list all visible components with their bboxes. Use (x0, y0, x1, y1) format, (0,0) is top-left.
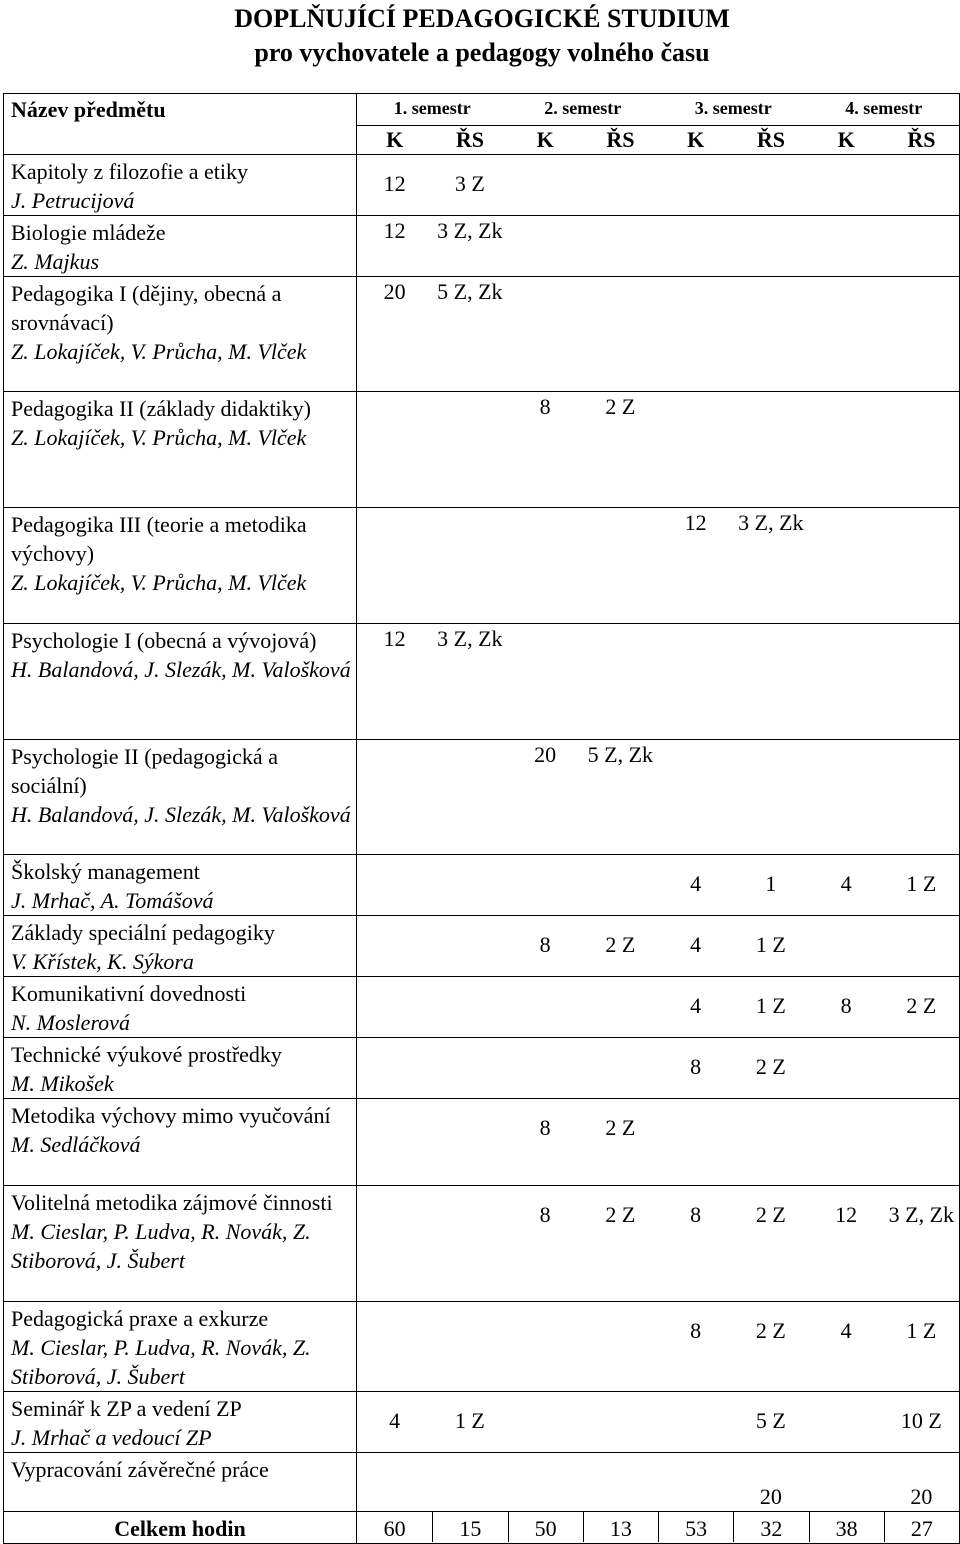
table-row (4, 1038, 960, 1099)
rs-value (432, 930, 507, 959)
table-row (4, 624, 960, 740)
table-row (4, 1453, 960, 1512)
subject-teachers: V. Křístek, K. Sýkora (11, 949, 194, 974)
rs-value (884, 740, 959, 769)
k-value (357, 1113, 432, 1142)
total-label: Celkem hodin (4, 1512, 357, 1544)
rs-value: 1 Z (755, 932, 786, 957)
subject-teachers: N. Moslerová (11, 1010, 130, 1035)
subject-name: Komunikativní dovednosti (11, 981, 247, 1006)
k-value (508, 1482, 583, 1511)
rs-value: 2 Z (605, 1202, 636, 1227)
subject-name: Vypracování závěrečné práce (11, 1457, 269, 1482)
rs-value (432, 1200, 507, 1229)
k-value (658, 740, 733, 769)
subject-teachers: H. Balandová, J. Slezák, M. Valošková (11, 802, 351, 827)
total-value: 50 (508, 1512, 583, 1542)
k-header: K (837, 127, 855, 152)
k-value (357, 869, 432, 898)
totals-row (357, 1512, 960, 1544)
rs-value (583, 216, 658, 245)
subject-cell (4, 855, 357, 916)
k-value (357, 392, 432, 421)
hours-cell (357, 155, 960, 216)
subject-cell (4, 508, 357, 624)
rs-value (884, 1113, 959, 1142)
subject-cell (4, 277, 357, 392)
subject-teachers: M. Sedláčková (11, 1132, 141, 1157)
k-value (809, 1113, 884, 1142)
k-value: 12 (684, 510, 707, 535)
subject-name: Psychologie I (obecná a vývojová) (11, 628, 317, 653)
rs-value: 1 Z (906, 871, 937, 896)
subject-name: Pedagogika III (teorie a metodika výchovy) (11, 512, 307, 566)
rs-value (583, 1406, 658, 1435)
rs-value (733, 169, 808, 198)
hours-cell (357, 855, 960, 916)
subject-cell (4, 916, 357, 977)
rs-value: 2 Z (906, 993, 937, 1018)
rs-value: 2 Z (605, 932, 636, 957)
hours-cell (357, 216, 960, 277)
rs-value (432, 740, 507, 769)
rs-value (583, 869, 658, 898)
rs-value (733, 277, 808, 306)
subject-cell (4, 392, 357, 508)
subject-cell (4, 1038, 357, 1099)
semester-header-row (357, 94, 960, 126)
rs-value (583, 1482, 658, 1511)
k-value (508, 1316, 583, 1345)
subject-teachers: Z. Lokajíček, V. Průcha, M. Vlček (11, 339, 307, 364)
rs-value (884, 508, 959, 537)
k-value (508, 277, 583, 306)
rs-value: 2 Z (755, 1318, 786, 1343)
k-header: K (687, 127, 705, 152)
rs-value (884, 930, 959, 959)
k-value: 8 (539, 1202, 551, 1227)
rs-value: 1 Z (906, 1318, 937, 1343)
k-value (658, 1482, 733, 1511)
subject-name: Volitelná metodika zájmové činnosti (11, 1190, 333, 1215)
rs-value: 2 Z (755, 1054, 786, 1079)
k-value (357, 740, 432, 769)
subject-name: Biologie mládeže (11, 220, 166, 245)
subject-cell (4, 740, 357, 855)
subject-cell (4, 1099, 357, 1186)
rs-value: 1 Z (755, 993, 786, 1018)
rs-header: ŘS (907, 127, 936, 152)
table-row (4, 740, 960, 855)
rs-value: 3 Z, Zk (738, 510, 804, 535)
krs-header-row (357, 126, 960, 155)
k-header: K (536, 127, 554, 152)
k-value: 8 (539, 932, 551, 957)
hours-cell (357, 1302, 960, 1392)
k-value: 8 (840, 993, 852, 1018)
k-value (809, 508, 884, 537)
total-value: 60 (383, 1516, 406, 1541)
table-row (4, 155, 960, 216)
rs-value (583, 169, 658, 198)
rs-value: 3 Z, Zk (437, 218, 503, 243)
subject-teachers: J. Mrhač, A. Tomášová (11, 888, 214, 913)
subject-column-header: Název předmětu (11, 97, 166, 122)
total-value: 15 (432, 1512, 507, 1542)
rs-value (432, 991, 507, 1020)
hours-cell (357, 740, 960, 855)
rs-value (733, 1113, 808, 1142)
hours-cell (357, 508, 960, 624)
subject-teachers: M. Cieslar, P. Ludva, R. Novák, Z. Stiborová, J. Šubert (11, 1219, 311, 1273)
rs-value: 20 (759, 1484, 782, 1509)
k-value (809, 1052, 884, 1081)
k-header: K (386, 127, 404, 152)
k-value: 20 (534, 742, 557, 767)
k-value (809, 930, 884, 959)
k-value: 12 (383, 626, 406, 651)
k-value: 4 (389, 1408, 401, 1433)
rs-value (884, 1052, 959, 1081)
hours-cell (357, 1453, 960, 1512)
k-value (508, 1406, 583, 1435)
subject-cell (4, 155, 357, 216)
rs-value (583, 991, 658, 1020)
subject-name: Psychologie II (pedagogická a sociální) (11, 744, 278, 798)
subject-cell (4, 1302, 357, 1392)
rs-header: ŘS (606, 127, 635, 152)
k-value (658, 1406, 733, 1435)
rs-value (733, 624, 808, 653)
k-value (357, 1200, 432, 1229)
subject-cell (4, 216, 357, 277)
total-value: 27 (884, 1512, 959, 1542)
subject-teachers: Z. Lokajíček, V. Průcha, M. Vlček (11, 570, 307, 595)
k-value: 12 (383, 171, 406, 196)
rs-value (583, 624, 658, 653)
rs-value: 2 Z (605, 394, 636, 419)
semester-1-header: 1. semestr (393, 98, 471, 118)
table-row (4, 1186, 960, 1302)
hours-cell (357, 1038, 960, 1099)
k-value: 4 (840, 871, 852, 896)
k-value (508, 624, 583, 653)
rs-value (884, 216, 959, 245)
k-value (357, 508, 432, 537)
k-value: 4 (840, 1318, 852, 1343)
subject-name: Seminář k ZP a vedení ZP (11, 1396, 242, 1421)
rs-value (432, 508, 507, 537)
rs-value: 5 Z (755, 1408, 786, 1433)
total-value: 53 (658, 1512, 733, 1542)
hours-cell (357, 1186, 960, 1302)
rs-value: 3 Z (454, 171, 485, 196)
rs-value (733, 740, 808, 769)
k-value (658, 392, 733, 421)
rs-value (583, 1316, 658, 1345)
rs-value (432, 392, 507, 421)
subject-teachers: Z. Majkus (11, 249, 99, 274)
k-value (508, 169, 583, 198)
table-row (4, 277, 960, 392)
table-row (4, 916, 960, 977)
rs-value: 5 Z, Zk (587, 742, 654, 767)
table-row (4, 392, 960, 508)
k-value: 20 (383, 279, 406, 304)
document-subtitle: pro vychovatele a pedagogy volného času (254, 38, 710, 67)
subject-name: Základy speciální pedagogiky (11, 920, 275, 945)
hours-cell (357, 916, 960, 977)
k-value (357, 991, 432, 1020)
k-value: 4 (690, 932, 702, 957)
subject-cell (4, 1453, 357, 1512)
rs-value: 5 Z, Zk (437, 279, 503, 304)
table-row (4, 855, 960, 916)
k-value (508, 216, 583, 245)
hours-cell (357, 392, 960, 508)
subject-name: Školský management (11, 859, 200, 884)
k-value (658, 169, 733, 198)
subject-name: Kapitoly z filozofie a etiky (11, 159, 249, 184)
subject-name: Technické výukové prostředky (11, 1042, 282, 1067)
curriculum-table (3, 93, 960, 1544)
semester-3-header: 3. semestr (694, 98, 772, 118)
hours-cell (357, 277, 960, 392)
k-value: 8 (539, 394, 551, 419)
rs-value: 10 Z (900, 1408, 942, 1433)
total-value: 13 (583, 1512, 658, 1542)
k-value (809, 169, 884, 198)
subject-teachers: H. Balandová, J. Slezák, M. Valošková (11, 657, 351, 682)
k-value: 12 (835, 1202, 858, 1227)
rs-value (432, 869, 507, 898)
hours-cell (357, 1392, 960, 1453)
k-value: 12 (383, 218, 406, 243)
k-value: 8 (690, 1054, 702, 1079)
rs-value (884, 169, 959, 198)
rs-value: 3 Z, Zk (437, 626, 503, 651)
rs-value (884, 392, 959, 421)
total-value: 38 (809, 1512, 884, 1542)
subject-teachers: M. Mikošek (11, 1071, 114, 1096)
rs-header: ŘS (455, 127, 484, 152)
hours-cell (357, 977, 960, 1038)
rs-value (884, 624, 959, 653)
rs-value (583, 1052, 658, 1081)
k-value (658, 1113, 733, 1142)
k-value (809, 624, 884, 653)
rs-value (432, 1316, 507, 1345)
k-value: 8 (539, 1115, 551, 1140)
rs-value (583, 508, 658, 537)
k-value: 8 (690, 1202, 702, 1227)
rs-value: 2 Z (755, 1202, 786, 1227)
subject-name: Pedagogická praxe a exkurze (11, 1306, 269, 1331)
k-value (809, 392, 884, 421)
subject-name: Metodika výchovy mimo vyučování (11, 1103, 331, 1128)
subject-cell (4, 1186, 357, 1302)
k-value (508, 869, 583, 898)
subject-name: Pedagogika I (dějiny, obecná a srovnávací) (11, 281, 282, 335)
subject-teachers: J. Mrhač a vedoucí ZP (11, 1425, 212, 1450)
k-value (357, 1052, 432, 1081)
k-value (508, 1052, 583, 1081)
k-value (658, 624, 733, 653)
rs-value (884, 277, 959, 306)
subject-name: Pedagogika II (základy didaktiky) (11, 396, 311, 421)
hours-cell (357, 1099, 960, 1186)
table-row (4, 216, 960, 277)
subject-teachers: M. Cieslar, P. Ludva, R. Novák, Z. Stiborová, J. Šubert (11, 1335, 311, 1389)
k-value: 4 (690, 993, 702, 1018)
rs-header: ŘS (756, 127, 785, 152)
rs-value: 1 (765, 871, 777, 896)
rs-value (432, 1113, 507, 1142)
k-value (658, 216, 733, 245)
total-value: 32 (733, 1512, 808, 1542)
rs-value (432, 1052, 507, 1081)
k-value (357, 1482, 432, 1511)
subject-teachers: Z. Lokajíček, V. Průcha, M. Vlček (11, 425, 307, 450)
k-value (809, 216, 884, 245)
k-value: 8 (690, 1318, 702, 1343)
table-row (4, 1392, 960, 1453)
k-value (809, 1406, 884, 1435)
rs-value: 3 Z, Zk (888, 1202, 955, 1227)
table-row (4, 1302, 960, 1392)
rs-value (432, 1482, 507, 1511)
subject-cell (4, 1392, 357, 1453)
k-value (809, 740, 884, 769)
table-row (4, 1099, 960, 1186)
subject-cell (4, 977, 357, 1038)
rs-value: 2 Z (605, 1115, 636, 1140)
k-value (658, 277, 733, 306)
table-row (4, 977, 960, 1038)
document-title: DOPLŇUJÍCÍ PEDAGOGICKÉ STUDIUM (234, 4, 730, 33)
rs-value (733, 392, 808, 421)
k-value (809, 1482, 884, 1511)
k-value (809, 277, 884, 306)
rs-value: 1 Z (454, 1408, 485, 1433)
rs-value: 20 (910, 1484, 933, 1509)
subject-cell (4, 624, 357, 740)
rs-value (583, 277, 658, 306)
hours-cell (357, 624, 960, 740)
k-value (508, 508, 583, 537)
k-value (357, 930, 432, 959)
table-row (4, 508, 960, 624)
k-value: 4 (690, 871, 702, 896)
subject-header-cell (4, 94, 357, 155)
semester-4-header: 4. semestr (845, 98, 923, 118)
semester-2-header: 2. semestr (544, 98, 622, 118)
rs-value (733, 216, 808, 245)
k-value (357, 1316, 432, 1345)
subject-teachers: J. Petrucijová (11, 188, 135, 213)
k-value (508, 991, 583, 1020)
